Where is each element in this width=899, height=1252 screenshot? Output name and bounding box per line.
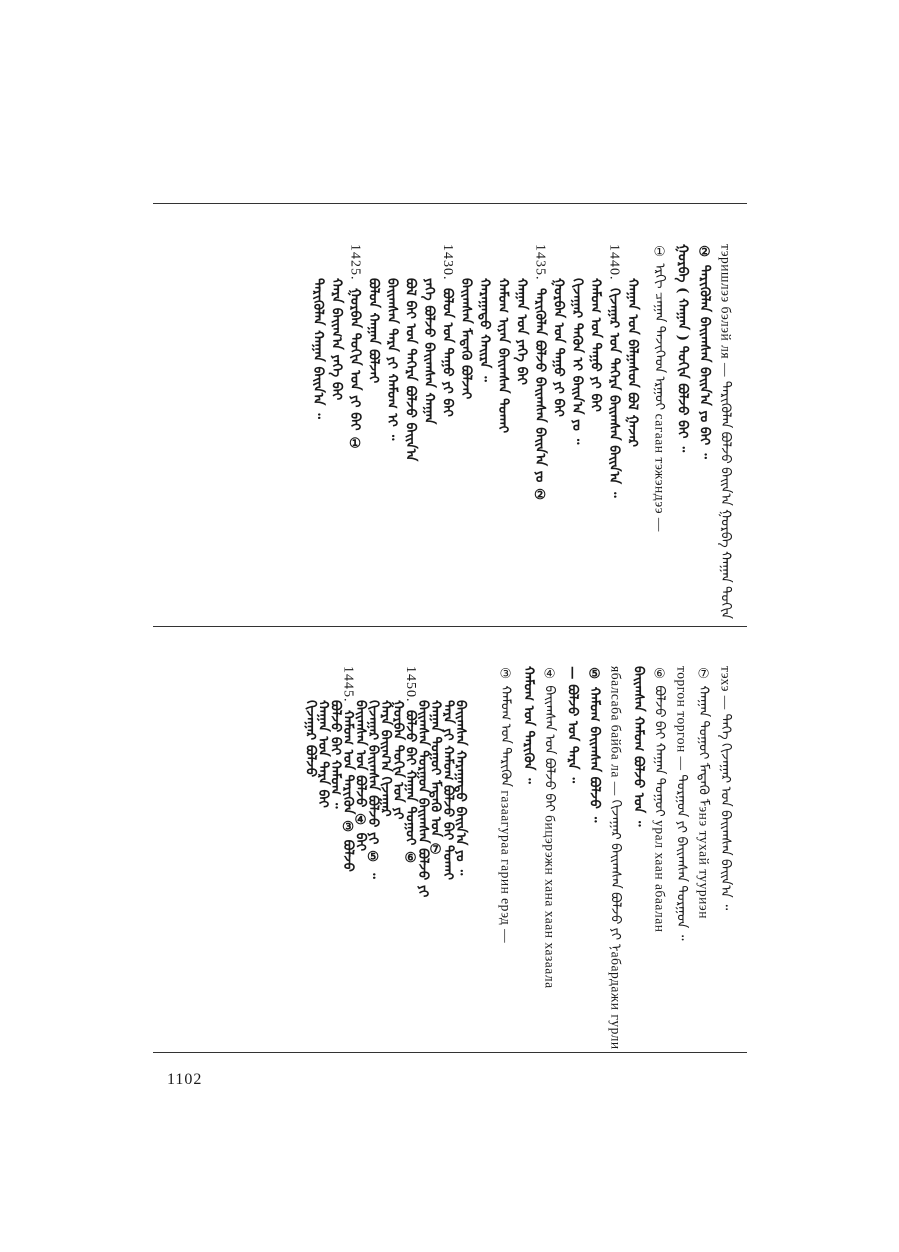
verse-line: ᠪᠠᠢᠭᠰᠠᠨ ᠲᠣᠷᠭᠣᠨ ᠪᠠᠢᠭᠰᠠᠨ ᠪᠣᠯᠵᠤ ᠶᠢ	[415, 700, 431, 898]
verse-line: ᠶᠡᠬᠡ ᠪᠣᠯᠵᠤ ᠪᠠᠢᠭᠰᠠᠨ ᠬᠠᠭᠠᠨ	[421, 278, 437, 425]
verse-line: ᠬᠢᠵᠠᠭᠠᠷ ᠤᠨ ᠳᠡᠭᠡᠷᠡ ᠪᠠᠢᠭᠰᠠᠨ ᠪᠠᠢᠨ᠎ᠠ ᠃	[606, 288, 622, 498]
verse-number: 1430.	[440, 244, 455, 281]
footnote-line: торгон торгон — ᠲᠣᠷᠭᠣᠨ ᠶᠢ ᠪᠠᠢᠭᠰᠠᠨ ᠲᠣᠷᠭᠣᠨ ᠃	[674, 666, 690, 941]
verse-line: ᠪᠣᠯᠤᠨ ᠤᠨ ᠳᠠᠭᠤ ᠶᠢ ᠪᠠᠢ	[439, 288, 456, 417]
verse-line: ᠬᠠᠮᠤᠭ ᠤᠨ ᠳᠠᠭᠤ ᠶᠢ ᠪᠠᠢ	[587, 278, 604, 412]
verse-line: ᠪᠣᠯᠵᠤ ᠪᠠᠢ ᠬᠠᠮᠤᠭ ᠃	[327, 700, 344, 809]
bottom-rule	[153, 1052, 747, 1053]
verse-line: ᠪᠠᠢᠭᠰᠠᠨ ᠲᠡᠷᠡ ᠶᠢ ᠬᠠᠮᠤᠭ ᠢ ᠃	[384, 278, 400, 441]
verse-line: ᠬᠠᠭᠠᠨ ᠤᠨ ᠪᠠᠯᠭᠠᠰᠤᠨ ᠪᠣᠯ ᠭᠠᠵᠠᠷ	[624, 278, 641, 448]
verse-line: ᠬᠢᠵᠠᠭᠠᠷ ᠪᠣᠯᠵᠤ	[302, 700, 319, 778]
verse-number: 1450.	[403, 666, 418, 703]
footnote-line: — ᠪᠣᠯᠵᠤ ᠤᠨ ᠲᠡᠷᠡ ᠃	[564, 666, 581, 783]
verse-line: ᠬᠠᠭᠠᠨ ᠤᠨ ᠶᠡᠬᠡ ᠪᠠᠢ	[513, 278, 530, 386]
footnote-line: тэхэ — ᠲᠡᠬᠡ ᠬᠢᠵᠠᠭᠠᠷ ᠤᠨ ᠪᠠᠢᠭᠰᠠᠨ ᠪᠠᠢᠨ᠎ᠠ ᠃	[718, 666, 734, 911]
footnote-line: ᠭᠤᠷᠪᠠ ( ᠬᠠᠭᠠᠨ ) ᠳᠤᠬᠢᠨ ᠪᠣᠯᠵᠤ ᠪᠠᠢ ᠃	[674, 244, 691, 453]
footnote-line: ③ ᠬᠠᠮᠤᠭ ᠤᠨ ᠲᠡᠷᠢᠭᠦᠨ газаагураа гарин ерэд —	[498, 666, 514, 944]
verse-number: 1445.	[340, 666, 356, 703]
footnote-line: ④ ᠪᠠᠢᠭᠰᠠᠨ ᠤᠨ ᠪᠣᠯᠵᠤ ᠪᠠᠢ бицэрэжн хана хаан хазаала	[542, 666, 558, 989]
verse-number: 1440.	[606, 244, 622, 281]
verse-line: ᠬᠠᠭᠠᠨ ᠤᠨ ᠲᠡᠷᠡ ᠪᠠᠢ	[315, 700, 331, 808]
verse-line: ᠪᠣᠯ ᠪᠠᠢ ᠤᠨ ᠳᠡᠭᠡᠷᠡ ᠪᠣᠯᠵᠤ ᠪᠠᠢᠨ᠎ᠠ	[402, 278, 419, 462]
footnote-line: ябалсаба байба ла — ᠬᠢᠵᠠᠭᠠᠷ ᠪᠠᠢᠭᠰᠠᠨ ᠪᠣᠯᠵᠤ ᠶᠢ ᠨабардажи гурли	[608, 666, 624, 1050]
verse-line: ᠬᠠᠭᠠᠨ ᠳᠤᠭᠤᠢ ᠮᠡᠳᠡᠭᠦ ᠤᠨ ⑦	[427, 700, 444, 858]
verse-line: ᠲᠡᠷᠢᠭᠦᠯᠡᠨ ᠪᠣᠯᠵᠤ ᠪᠠᠢᠭᠰᠠᠨ ᠪᠠᠢᠨ᠎ᠠ ᠶᠤ ②	[532, 288, 548, 504]
verse-line: ᠬᠠᠷᠠᠭᠠᠳᠤ ᠬᠠᠢᠷᠠ ᠃	[476, 278, 493, 382]
verse-line: ᠬᠠᠷᠠ ᠪᠠᠢᠭ᠎ᠠ ᠬᠢᠵᠠᠭᠠᠷ	[377, 700, 394, 817]
verse-line: ᠲᠡᠷᠡ ᠶᠢ ᠬᠠᠮᠤᠭ ᠪᠣᠯᠵᠤ ᠪᠠᠢ ᠲᠤᠬᠠᠢ	[440, 700, 456, 881]
verse-line: ᠪᠣᠯᠤᠨ ᠬᠠᠭᠠᠨ ᠪᠣᠯᠵᠠᠢ	[365, 278, 382, 384]
lower-section	[153, 666, 747, 1050]
footnote-line: ᠬᠠᠮᠤᠭ ᠤᠨ ᠲᠡᠷᠢᠭᠦᠨ ᠃	[520, 666, 537, 784]
footnote-line: ⑦ ᠬᠠᠭᠠᠨ ᠳᠤᠭᠤᠢ ᠮᠡᠳᠡᠭᠦ ᠮэнэ тухай тууриэн	[696, 666, 712, 919]
verse-line: ᠪᠠᠢᠭᠰᠠᠨ ᠤᠨ ᠪᠣᠯᠵᠤ ④ ᠪᠠᠢ	[352, 700, 369, 852]
verse-line: ᠭᠤᠷᠪᠠᠨ ᠳᠤᠬᠢᠨ ᠤᠨ ᠶᠢ	[390, 700, 406, 820]
verse-line: ᠪᠠᠢᠭᠰᠠᠨ ᠬᠠᠷᠠᠭᠠᠳᠤ ᠪᠠᠢᠨ᠎ᠠ ᠶᠤ ᠃	[452, 700, 469, 876]
page-number: 1102	[167, 1071, 203, 1088]
verse-line: ᠲᠡᠷᠢᠭᠦᠯᠡᠨ ᠬᠠᠭᠠᠨ ᠪᠠᠢᠨ᠎ᠠ ᠃	[310, 278, 326, 419]
verse-line: ᠬᠠᠷᠠ ᠪᠠᠢᠭ᠎ᠠ ᠶᠡᠬᠡ ᠪᠠᠢ	[328, 278, 345, 401]
footnote-line: ⑤ ᠬᠠᠮᠤᠭ ᠪᠠᠢᠭᠰᠠᠨ ᠪᠣᠯᠵᠤ ᠃	[586, 666, 603, 823]
verse-number: 1425.	[347, 244, 363, 281]
footnote-line: тэришлээ бэлэй ля — ᠲᠡᠷᠢᠭᠦᠯᠡᠨ ᠪᠣᠯᠵᠤ ᠪᠠᠢᠨ᠎ᠠ ᠭᠤᠷᠪᠠ ᠬᠠᠭᠠᠨ ᠳᠤᠬᠢᠨ	[718, 244, 734, 620]
verse-line: ᠭᠤᠷᠪᠠᠨ ᠳᠤᠬᠢᠨ ᠤᠨ ᠶᠢ ᠪᠠᠢ ①	[347, 288, 363, 452]
upper-section	[153, 244, 747, 620]
verse-line: ᠬᠠᠮᠤᠭ ᠤᠨ ᠲᠡᠷᠢᠭᠦᠨ ③ ᠪᠣᠯᠵᠤ	[340, 710, 356, 872]
footnote-line: ① ᠡᠷᠭᠢ ᠴᠠᠭᠠᠨ ᠲᠡᠵᠢᠭᠡᠳ ᠡᠷᠭᠣᠢ сагаан тэжэндээ —	[652, 244, 668, 532]
verse-line: ᠪᠠᠢᠭᠰᠠᠨ ᠮᠡᠳᠡᠭᠦ ᠪᠣᠯᠵᠠᠢ	[458, 278, 474, 400]
middle-rule	[153, 626, 747, 627]
verse-line: ᠪᠣᠯᠵᠤ ᠪᠠᠢ ᠬᠠᠭᠠᠨ ᠳᠤᠭᠤᠢ ⑥	[402, 710, 419, 867]
verse-line: ᠭᠤᠷᠪᠠᠨ ᠤᠨ ᠳᠠᠭᠤ ᠶᠢ ᠪᠠᠢ	[550, 278, 567, 417]
verse-line: ᠬᠢᠵᠠᠭᠠᠷ ᠲᠡᠭᠦᠨ ᠢ ᠪᠠᠢᠨ᠎ᠠ ᠶᠤ ᠃	[569, 278, 585, 445]
top-rule	[153, 203, 747, 204]
footnote-line: ② ᠲᠡᠷᠢᠭᠦᠯᠡᠨ ᠪᠠᠢᠭᠰᠠᠨ ᠪᠠᠢᠨ᠎ᠠ ᠶᠤ ᠪᠠᠢ ᠃	[696, 244, 713, 459]
verse-line: ᠬᠠᠮᠤᠭ ᠢᠶᠡᠨ ᠪᠠᠢᠭᠰᠠᠨ ᠲᠤᠬᠠᠢ	[495, 278, 511, 434]
verse-number: 1435.	[532, 244, 548, 281]
footnote-line: ᠪᠠᠢᠭᠰᠠᠨ ᠬᠠᠮᠤᠭ ᠪᠣᠯᠵᠤ ᠤᠨ ᠃	[630, 666, 647, 827]
verse-line: ᠬᠢᠵᠠᠭᠠᠷ ᠪᠠᠢᠭᠰᠠᠨ ᠪᠣᠯᠵᠤ ᠶᠢ ⑤ ᠃	[365, 700, 381, 879]
footnote-line: ⑥ ᠪᠣᠯᠵᠤ ᠪᠠᠢ ᠬᠠᠭᠠᠨ ᠳᠤᠭᠤᠢ урал хаан абаалан	[652, 666, 668, 933]
